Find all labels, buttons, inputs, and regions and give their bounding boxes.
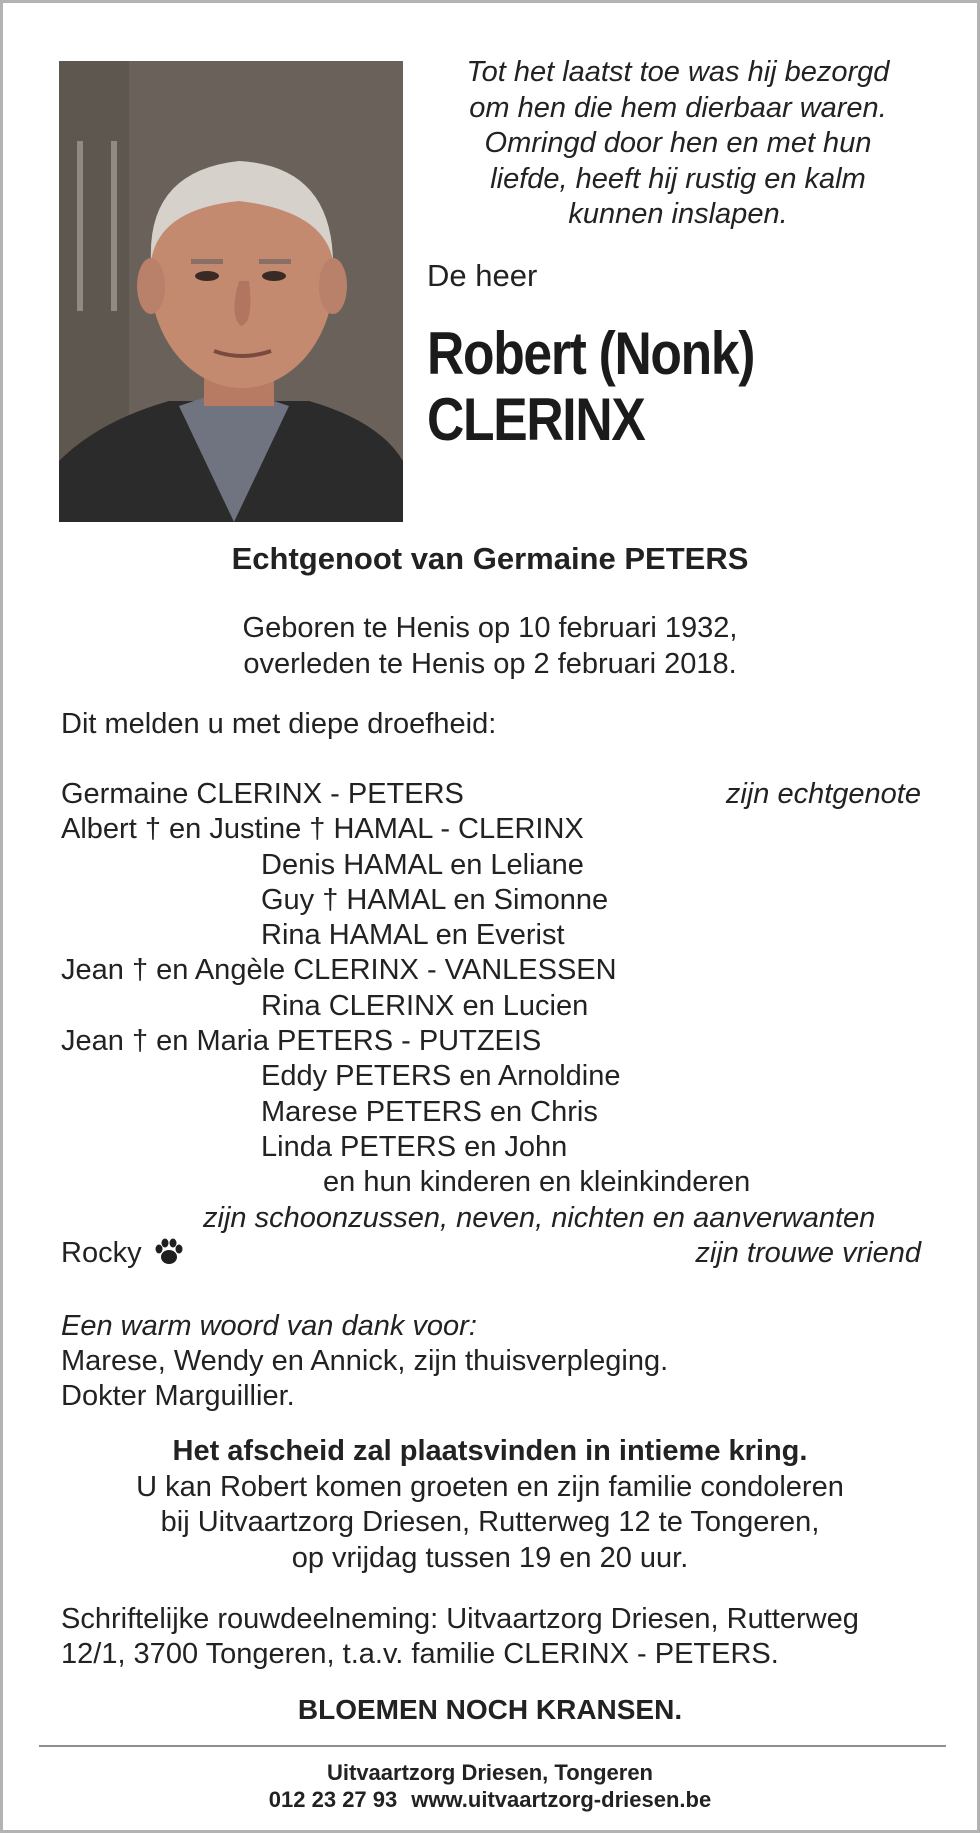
family-name: Denis HAMAL en Leliane bbox=[261, 848, 584, 881]
spouse-line: Echtgenoot van Germaine PETERS bbox=[231, 541, 749, 576]
ceremony-info bbox=[3, 1434, 977, 1576]
family-row bbox=[61, 812, 921, 847]
ceremony-heading: Het afscheid zal plaatsvinden in intieme kring. bbox=[172, 1435, 808, 1467]
family-relation: zijn echtgenote bbox=[725, 778, 921, 810]
family-descendants: en hun kinderen en kleinkinderen bbox=[323, 1166, 751, 1199]
family-name: Eddy PETERS en Arnoldine bbox=[261, 1060, 621, 1093]
family-row bbox=[61, 1165, 921, 1200]
ceremony-line: bij Uitvaartzorg Driesen, Rutterweg 12 te Tongeren, bbox=[160, 1506, 820, 1538]
written-condolences bbox=[61, 1602, 859, 1672]
footer-divider bbox=[39, 1745, 946, 1747]
family-name: Germaine CLERINX - PETERS bbox=[61, 778, 464, 810]
written-line: Schriftelijke rouwdeelneming: Uitvaartzorg Driesen, Rutterweg bbox=[61, 1603, 859, 1635]
poem-line: Tot het laatst toe was hij bezorgd bbox=[466, 56, 890, 88]
thanks-line: Dokter Marguillier. bbox=[61, 1380, 295, 1412]
poem bbox=[423, 55, 933, 233]
funeral-home-footer bbox=[3, 1759, 977, 1813]
family-row bbox=[61, 1059, 921, 1094]
ceremony-line: U kan Robert komen groeten en zijn familie condoleren bbox=[136, 1470, 844, 1503]
family-name: Jean † en Maria PETERS - PUTZEIS bbox=[61, 1025, 542, 1058]
ceremony-line: op vrijdag tussen 19 en 20 uur. bbox=[291, 1541, 689, 1574]
paw-icon bbox=[154, 1238, 184, 1275]
name-line-1: Robert (Nonk) bbox=[427, 320, 755, 387]
pet-entry bbox=[61, 1236, 184, 1275]
poem-line: om hen die hem dierbaar waren. bbox=[469, 91, 887, 124]
family-name: Rina HAMAL en Everist bbox=[261, 919, 565, 952]
family-name: Guy † HAMAL en Simonne bbox=[261, 883, 609, 916]
family-row bbox=[61, 989, 921, 1024]
family-name: Marese PETERS en Chris bbox=[261, 1095, 598, 1128]
family-name: Albert † en Justine † HAMAL - CLERINX bbox=[61, 813, 584, 846]
family-row bbox=[61, 883, 921, 918]
family-name: Linda PETERS en John bbox=[261, 1130, 568, 1163]
family-name: Rina CLERINX en Lucien bbox=[261, 989, 589, 1022]
family-row bbox=[61, 953, 921, 988]
family-row bbox=[61, 918, 921, 953]
family-row bbox=[61, 1130, 921, 1165]
salutation: De heer bbox=[427, 258, 538, 293]
portrait-photo bbox=[59, 61, 403, 522]
deceased-name bbox=[427, 321, 754, 453]
family-name: Jean † en Angèle CLERINX - VANLESSEN bbox=[61, 954, 617, 987]
family-row bbox=[61, 848, 921, 883]
family-row bbox=[61, 1201, 921, 1236]
poem-line: liefde, heeft hij rustig en kalm bbox=[490, 162, 866, 195]
life-dates bbox=[3, 610, 977, 682]
phone-number: 012 23 27 93 bbox=[268, 1787, 398, 1812]
thanks-section bbox=[61, 1309, 668, 1414]
contact-line bbox=[3, 1786, 977, 1813]
pet-name: Rocky bbox=[61, 1236, 142, 1269]
funeral-home-name: Uitvaartzorg Driesen, Tongeren bbox=[327, 1760, 653, 1785]
written-line: 12/1, 3700 Tongeren, t.a.v. familie CLERINX - PETERS. bbox=[61, 1638, 779, 1670]
name-line-2: CLERINX bbox=[427, 386, 645, 453]
announcement: Dit melden u met diepe droefheid: bbox=[61, 708, 497, 740]
poem-line: Omringd door hen en met hun bbox=[484, 127, 872, 159]
family-relatives: zijn schoonzussen, neven, nichten en aanverwanten bbox=[203, 1201, 876, 1234]
family-row bbox=[61, 1024, 921, 1059]
poem-line: kunnen inslapen. bbox=[568, 198, 788, 230]
family-row bbox=[61, 1236, 921, 1271]
thanks-line: Marese, Wendy en Annick, zijn thuisverpleging. bbox=[61, 1345, 669, 1377]
pet-relation: zijn trouwe vriend bbox=[695, 1236, 921, 1269]
thanks-header: Een warm woord van dank voor: bbox=[61, 1310, 477, 1342]
portrait-illustration bbox=[59, 61, 403, 522]
birth-line: Geboren te Henis op 10 februari 1932, bbox=[242, 612, 738, 644]
family-row bbox=[61, 1095, 921, 1130]
no-flowers-notice: BLOEMEN NOCH KRANSEN. bbox=[297, 1694, 683, 1725]
website-link[interactable]: www.uitvaartzorg-driesen.be bbox=[411, 1787, 712, 1812]
death-line: overleden te Henis op 2 februari 2018. bbox=[243, 648, 737, 680]
family-list bbox=[61, 777, 921, 1271]
family-row bbox=[61, 777, 921, 812]
